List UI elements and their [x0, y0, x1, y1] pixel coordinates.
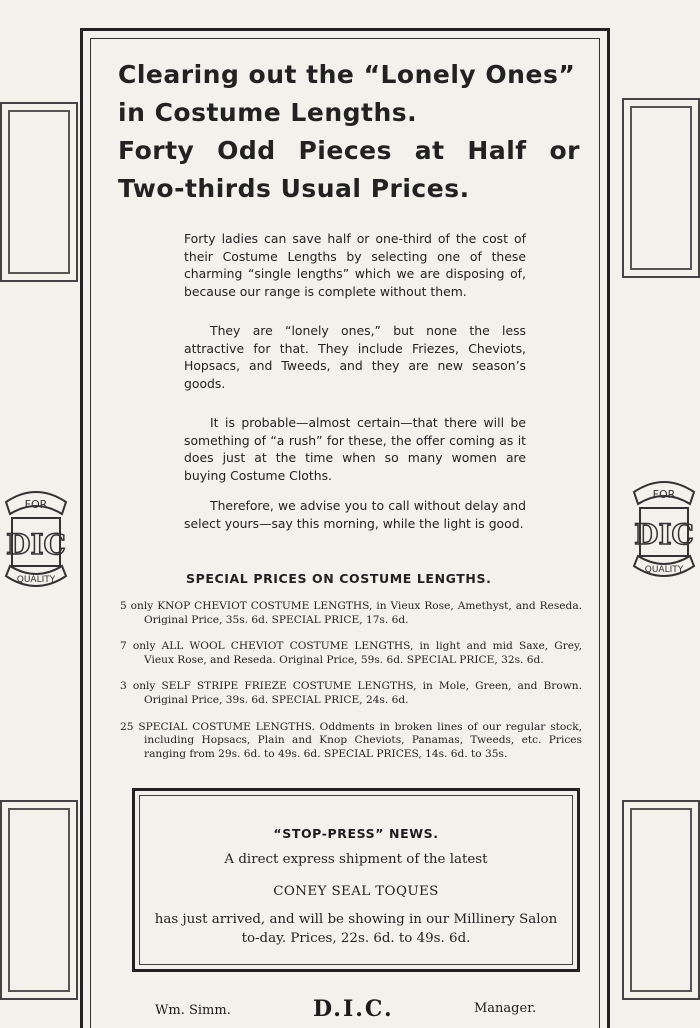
right-column-border-top — [622, 98, 700, 278]
price-item-text: ALL WOOL CHEVIOT COSTUME LENGTHS, in light and mid Saxe, Grey, Vieux Rose, and Reseda. Original Price, 59s. 6d. SPECIAL PRICE, 32s. 6d. — [144, 640, 582, 666]
body-paragraph: They are “lonely ones,” but none the less attractive for that. They include Friezes, Cheviots, Hopsacs, and Tweeds, and they are new season’s goods. — [184, 323, 526, 391]
headline-word: Half — [467, 136, 527, 165]
price-item-quantity: 7 only — [120, 640, 156, 653]
headline-word: Forty — [118, 136, 195, 165]
price-item-quantity: 3 only — [120, 680, 156, 693]
dic-quality-badge-left — [2, 480, 70, 600]
body-paragraph: It is probable—almost certain—that there will be something of “a rush” for these, the offer coming as it does just at the time when so many women are buying Costume Cloths. — [184, 415, 526, 483]
badge-left-top-text: FOR — [24, 498, 48, 511]
body-paragraph: Forty ladies can save half or one-third of the cost of their Costume Lengths by selecting one of these charming “single lengths” which we are disposing of, because our range is complete without them. — [184, 231, 526, 299]
headline-word: Pieces — [298, 136, 392, 165]
stop-press-product: CONEY SEAL TOQUES — [273, 884, 439, 899]
body-paragraph: Therefore, we advise you to call without delay and select yours—say this morning, while the light is good. — [184, 498, 526, 531]
price-item-quantity: 25 — [120, 720, 134, 733]
headline-line-4: Two-thirds Usual Prices. — [118, 174, 470, 203]
left-column-border-bottom — [0, 800, 78, 1000]
headline-line-1: Clearing out the “Lonely Ones” — [118, 60, 576, 89]
badge-left-middle-text: DIC — [6, 528, 66, 561]
price-item-text: KNOP CHEVIOT COSTUME LENGTHS, in Vieux Rose, Amethyst, and Reseda. Original Price, 35s. 6d. SPECIAL PRICE, 17s. 6d. — [144, 600, 582, 626]
stop-press-line-3: has just arrived, and will be showing in our Millinery Salon to-day. Prices, 22s. 6d. to 49s. 6d. — [154, 912, 558, 946]
special-prices-heading: SPECIAL PRICES ON COSTUME LENGTHS. — [186, 571, 492, 586]
price-item — [120, 640, 582, 667]
headline — [118, 56, 588, 208]
price-list — [120, 600, 582, 774]
badge-right-middle-text: DIC — [634, 518, 694, 551]
headline-word: Odd — [217, 136, 276, 165]
price-item-text: SELF STRIPE FRIEZE COSTUME LENGTHS, in Mole, Green, and Brown. Original Price, 39s. 6d. SPECIAL PRICE, 24s. 6d. — [144, 680, 582, 706]
headline-line-3 — [118, 132, 580, 170]
badge-left-bottom-text: QUALITY — [16, 575, 56, 585]
headline-word: at — [414, 136, 445, 165]
price-item — [120, 721, 582, 762]
price-item-quantity: 5 only — [120, 600, 154, 612]
right-column-border-bottom — [622, 800, 700, 1000]
headline-line-2: in Costume Lengths. — [118, 98, 418, 127]
stop-press-line-1: A direct express shipment of the latest — [224, 852, 488, 867]
price-item-text: SPECIAL COSTUME LENGTHS. Oddments in broken lines of our regular stock, including Hopsacs, Plain and Knop Cheviots, Panamas, Tweeds, etc. Prices ranging from 29s. 6d. to 49s. 6d. SPECIAL PRICES, 14s. 6d. to 35s. — [138, 720, 582, 760]
dic-quality-badge-right — [630, 470, 698, 590]
footer-manager-name: Wm. Simm. — [155, 1003, 231, 1018]
badge-right-top-text: FOR — [652, 488, 676, 501]
price-item — [120, 680, 582, 707]
headline-word: or — [549, 136, 580, 165]
left-column-border-top — [0, 102, 78, 282]
badge-right-bottom-text: QUALITY — [644, 565, 684, 575]
stop-press-title: “STOP-PRESS” NEWS. — [273, 826, 439, 841]
footer-logo: D.I.C. — [313, 996, 394, 1022]
price-item — [120, 600, 582, 627]
footer-manager-title: Manager. — [474, 1001, 537, 1016]
